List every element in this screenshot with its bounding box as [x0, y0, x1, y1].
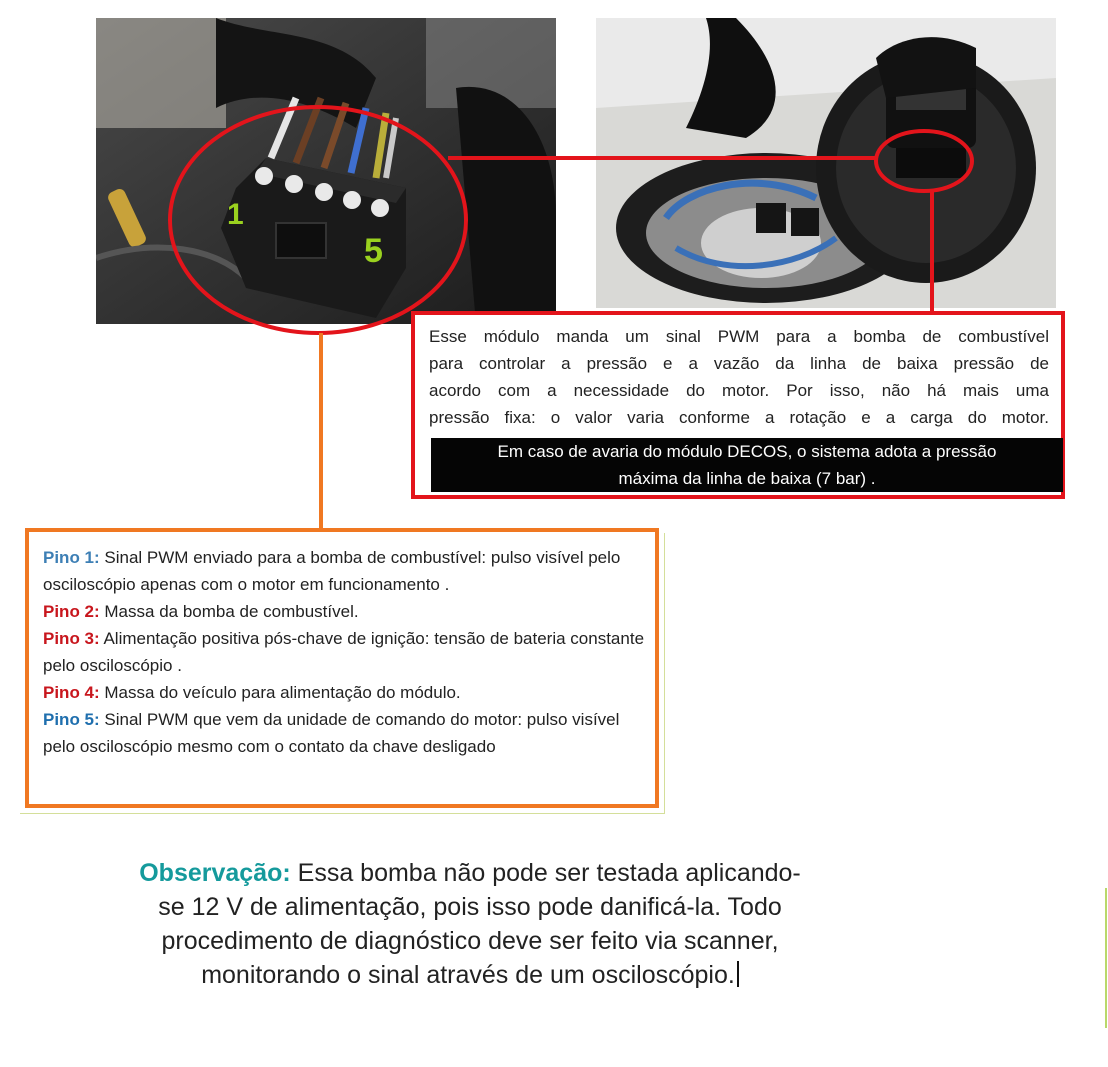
- pin-text: Massa da bomba de combustível.: [99, 602, 359, 621]
- observation-text: Essa bomba não pode ser testada aplicando-se 12 V de alimentação, pois isso pode danificá-la. Todo procedimento de diagnóstico deve ser feito via scanner, monitorando o sinal através de um osciloscópio.: [158, 859, 801, 989]
- pin-text: Sinal PWM enviado para a bomba de combustível: pulso visível pelo osciloscópio apenas com o motor em funcionamento .: [43, 548, 621, 594]
- highlight-line: máxima da linha de baixa (7 bar) .: [618, 469, 876, 488]
- highlight-line: Em caso de avaria do módulo DECOS, o sistema adota a pressão: [497, 442, 997, 461]
- observation-label: Observação:: [139, 859, 291, 887]
- pin-label: Pino 3:: [43, 629, 100, 648]
- pin-text: Alimentação positiva pós-chave de ignição: tensão de bateria constante pelo osciloscópio .: [43, 629, 645, 675]
- info-line: Esse módulo manda um sinal PWM para a bomba de combustível: [429, 327, 1049, 346]
- info-line: para controlar a pressão e a vazão da linha de baixa pressão de: [429, 354, 1049, 373]
- pump-module-illustration: [596, 18, 1056, 308]
- pin-item: [43, 544, 653, 598]
- pin-list: [43, 544, 653, 760]
- info-line: acordo com a necessidade do motor. Por isso, não há mais uma: [429, 381, 1049, 400]
- pin-label: Pino 2:: [43, 602, 100, 621]
- pin-text: Sinal PWM que vem da unidade de comando do motor: pulso visível pelo osciloscópio mesmo com o contato da chave desligado: [43, 710, 620, 756]
- pin-text: Massa do veículo para alimentação do módulo.: [99, 683, 461, 702]
- connector-illustration: [96, 18, 556, 324]
- observation-note: [130, 856, 810, 992]
- decorative-rule: [1105, 888, 1107, 1028]
- pin-label: Pino 5:: [43, 710, 100, 729]
- connector-photo: [96, 18, 556, 324]
- module-info-box: [411, 311, 1065, 499]
- pin-description-box: [25, 528, 659, 808]
- info-line: pressão fixa: o valor varia conforme a rotação e a carga do motor.: [429, 408, 1049, 427]
- pin-item: [43, 706, 653, 760]
- pin-item: [43, 598, 653, 625]
- pin-item: [43, 679, 653, 706]
- pin-item: [43, 625, 653, 679]
- pin-last-label: 5: [364, 232, 383, 270]
- text-cursor: [737, 961, 739, 987]
- pin-label: Pino 1:: [43, 548, 100, 567]
- module-info-text: [429, 323, 1049, 431]
- pin-label: Pino 4:: [43, 683, 100, 702]
- pin-first-label: 1: [227, 198, 244, 231]
- decos-failure-note: [431, 438, 1063, 492]
- pump-module-photo: [596, 18, 1056, 308]
